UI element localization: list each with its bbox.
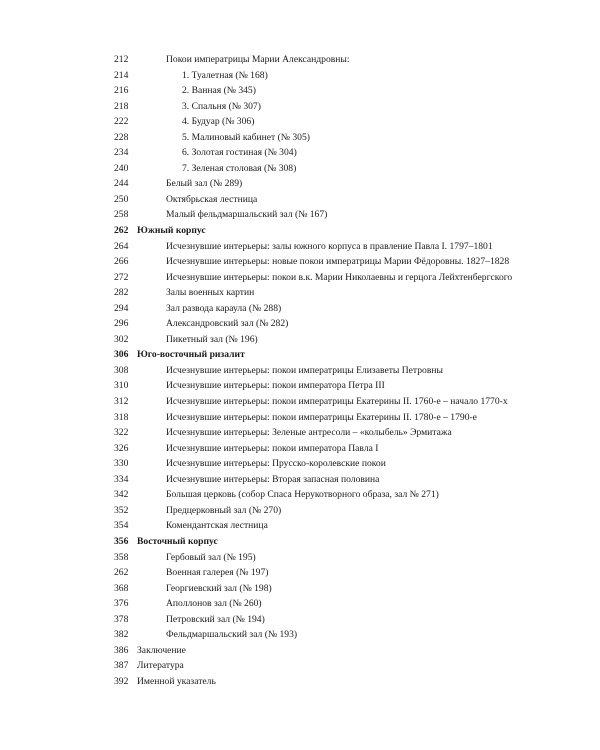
toc-entry xyxy=(0,363,600,379)
toc-entry xyxy=(0,52,600,68)
toc-page-number: 282 xyxy=(114,287,129,299)
toc-section-heading xyxy=(0,223,600,239)
toc-entry-title: Исчезнувшие интерьеры: новые покои императрицы Марии Фёдоровны. 1827–1828 xyxy=(166,256,510,268)
toc-entry-title: Петровский зал (№ 194) xyxy=(166,613,265,625)
toc-page-number: 222 xyxy=(114,116,129,128)
toc-page-number: 262 xyxy=(114,567,129,579)
toc-page-number: 376 xyxy=(114,598,129,610)
toc-entry-title: 4. Будуар (№ 306) xyxy=(182,116,255,128)
toc-page-number: 358 xyxy=(114,551,129,563)
toc-entry xyxy=(0,674,600,690)
toc-entry-title: 7. Зеленая столовая (№ 308) xyxy=(182,162,297,174)
toc-entry-title: Исчезнувшие интерьеры: покои императрицы Екатерины II. 1760-е – начало 1770-х xyxy=(166,396,508,408)
toc-page-number: 294 xyxy=(114,302,129,314)
toc-entry-title: Юго-восточный ризалит xyxy=(137,349,245,361)
toc-entry-title: Аполлонов зал (№ 260) xyxy=(166,598,262,610)
toc-page-number: 322 xyxy=(114,427,129,439)
toc-entry-title: Заключение xyxy=(137,644,186,656)
toc-entry-title: Южный корпус xyxy=(137,225,206,237)
toc-page-number: 386 xyxy=(114,644,129,656)
toc-entry-title: Георгиевский зал (№ 198) xyxy=(166,582,272,594)
toc-entry-title: Исчезнувшие интерьеры: покои императора Петра III xyxy=(166,380,385,392)
toc-entry-title: 6. Золотая гостиная (№ 304) xyxy=(182,147,297,159)
toc-page-number: 218 xyxy=(114,100,129,112)
toc-page-number: 272 xyxy=(114,271,129,283)
toc-entry xyxy=(0,114,600,130)
toc-entry xyxy=(0,410,600,426)
toc-page-number: 234 xyxy=(114,147,129,159)
toc-page-number: 368 xyxy=(114,582,129,594)
toc-page-number: 378 xyxy=(114,613,129,625)
toc-page-number: 250 xyxy=(114,193,129,205)
toc-page-number: 266 xyxy=(114,256,129,268)
toc-entry xyxy=(0,192,600,208)
toc-page-number: 352 xyxy=(114,504,129,516)
toc-entry-title: 2. Ванная (№ 345) xyxy=(182,85,256,97)
toc-page-number: 392 xyxy=(114,675,129,687)
toc-entry-title: Предцерковный зал (№ 270) xyxy=(166,504,282,516)
toc-entry-title: Исчезнувшие интерьеры: покои в.к. Марии Николаевны и герцога Лейхтенбергского xyxy=(166,271,513,283)
toc-entry-title: Гербовый зал (№ 195) xyxy=(166,551,256,563)
toc-entry xyxy=(0,254,600,270)
toc-entry xyxy=(0,332,600,348)
toc-entry xyxy=(0,581,600,597)
toc-page-number: 228 xyxy=(114,131,129,143)
table-of-contents xyxy=(0,52,600,689)
toc-entry xyxy=(0,456,600,472)
toc-section-heading xyxy=(0,534,600,550)
toc-page-number: 296 xyxy=(114,318,129,330)
toc-entry-title: Исчезнувшие интерьеры: Вторая запасная половина xyxy=(166,473,380,485)
toc-entry xyxy=(0,472,600,488)
toc-entry xyxy=(0,270,600,286)
toc-page-number: 312 xyxy=(114,396,129,408)
toc-page-number: 356 xyxy=(114,535,129,547)
toc-entry-title: Зал развода караула (№ 288) xyxy=(166,302,282,314)
toc-page-number: 342 xyxy=(114,489,129,501)
toc-entry-title: Исчезнувшие интерьеры: покои императора Павла I xyxy=(166,442,379,454)
toc-entry xyxy=(0,503,600,519)
toc-entry xyxy=(0,176,600,192)
toc-page-number: 306 xyxy=(114,349,129,361)
toc-entry-title: Исчезнувшие интерьеры: покои императрицы Елизаветы Петровны xyxy=(166,364,443,376)
toc-page-number: 214 xyxy=(114,69,129,81)
toc-page-number: 326 xyxy=(114,442,129,454)
toc-entry xyxy=(0,145,600,161)
toc-entry xyxy=(0,161,600,177)
toc-entry-title: Октябрьская лестница xyxy=(166,193,258,205)
toc-entry xyxy=(0,99,600,115)
toc-entry xyxy=(0,394,600,410)
toc-page-number: 212 xyxy=(114,54,129,65)
toc-page-number: 387 xyxy=(114,660,129,672)
toc-entry xyxy=(0,441,600,457)
toc-page-number: 334 xyxy=(114,473,129,485)
toc-page-number: 382 xyxy=(114,629,129,641)
toc-page-number: 302 xyxy=(114,333,129,345)
toc-entry xyxy=(0,378,600,394)
toc-entry xyxy=(0,239,600,255)
toc-page-number: 318 xyxy=(114,411,129,423)
toc-entry xyxy=(0,643,600,659)
toc-entry xyxy=(0,487,600,503)
toc-entry-title: Именной указатель xyxy=(137,675,216,687)
toc-entry xyxy=(0,130,600,146)
toc-entry-title: Большая церковь (собор Спаса Нерукотворного образа, зал № 271) xyxy=(166,489,439,501)
toc-entry-title: Комендантская лестница xyxy=(166,520,268,532)
toc-entry-title: Фельдмаршальский зал (№ 193) xyxy=(166,629,298,641)
toc-page-number: 308 xyxy=(114,364,129,376)
toc-entry xyxy=(0,550,600,566)
toc-page-number: 310 xyxy=(114,380,129,392)
toc-entry-title: Восточный корпус xyxy=(137,535,218,547)
toc-entry-title: Военная галерея (№ 197) xyxy=(166,567,269,579)
toc-entry-title: Залы военных картин xyxy=(166,287,255,299)
toc-entry-title: Белый зал (№ 289) xyxy=(166,178,243,190)
toc-entry xyxy=(0,301,600,317)
toc-entry-title: Исчезнувшие интерьеры: Зеленые антресоли – «колыбель» Эрмитажа xyxy=(166,427,452,439)
toc-entry xyxy=(0,425,600,441)
toc-entry-title: 1. Туалетная (№ 168) xyxy=(182,69,268,81)
toc-page-number: 262 xyxy=(114,225,129,237)
toc-entry-title: Литература xyxy=(137,660,184,672)
toc-entry xyxy=(0,316,600,332)
toc-entry xyxy=(0,658,600,674)
toc-entry-title: 3. Спальня (№ 307) xyxy=(182,100,261,112)
toc-entry xyxy=(0,565,600,581)
toc-entry-title: 5. Малиновый кабинет (№ 305) xyxy=(182,131,310,143)
toc-entry xyxy=(0,518,600,534)
toc-entry xyxy=(0,285,600,301)
toc-page-number: 354 xyxy=(114,520,129,532)
toc-entry-title: Исчезнувшие интерьеры: покои императрицы Екатерины II. 1780-е – 1790-е xyxy=(166,411,477,423)
toc-page-number: 330 xyxy=(114,458,129,470)
toc-page-number: 258 xyxy=(114,209,129,221)
toc-entry xyxy=(0,68,600,84)
toc-entry-title: Пикетный зал (№ 196) xyxy=(166,333,258,345)
toc-entry xyxy=(0,83,600,99)
toc-page-number: 240 xyxy=(114,162,129,174)
toc-entry xyxy=(0,207,600,223)
toc-page-number: 216 xyxy=(114,85,129,97)
toc-entry-title: Малый фельдмаршальский зал (№ 167) xyxy=(166,209,328,221)
toc-entry xyxy=(0,612,600,628)
toc-entry-title: Александровский зал (№ 282) xyxy=(166,318,289,330)
toc-entry-title: Исчезнувшие интерьеры: Прусско-королевские покои xyxy=(166,458,386,470)
toc-section-heading xyxy=(0,347,600,363)
toc-entry xyxy=(0,627,600,643)
toc-entry xyxy=(0,596,600,612)
toc-page-number: 244 xyxy=(114,178,129,190)
toc-entry-title: Покои императрицы Марии Александровны: xyxy=(166,54,350,65)
toc-page-number: 264 xyxy=(114,240,129,252)
toc-entry-title: Исчезнувшие интерьеры: залы южного корпуса в правление Павла I. 1797–1801 xyxy=(166,240,493,252)
